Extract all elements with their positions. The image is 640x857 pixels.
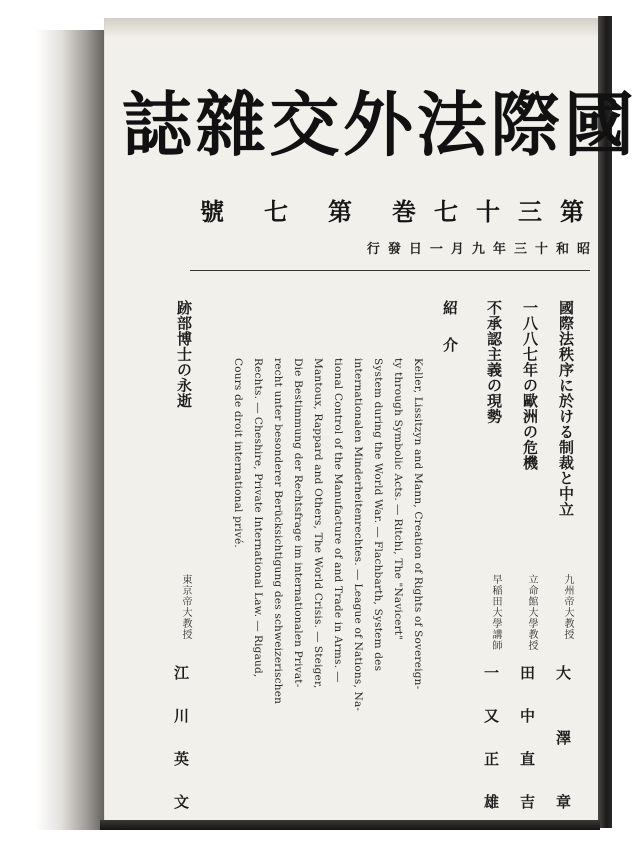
name-char: 英 — [174, 750, 190, 768]
obituary-affiliation: 東京帝大教授 — [180, 574, 191, 640]
obituary-author — [174, 662, 189, 812]
review-line: internationalen Minderheitenrechtes. ― League of Nations, Na- — [352, 358, 364, 712]
page-top-shading — [104, 18, 610, 38]
date-char: 三 — [513, 242, 527, 257]
number-label — [200, 192, 352, 227]
title-char: 法 — [416, 84, 487, 166]
name-char: 雄 — [484, 793, 500, 811]
review-line: Rechts. ― Cheshire, Private International Law. ― Rigaud, — [252, 358, 264, 678]
review-line: tional Control of the Manufacture of and Trade in Arms. ― — [332, 358, 344, 683]
header-rule — [190, 270, 590, 271]
name-char: 直 — [520, 750, 536, 768]
author-affiliation: 九州帝大教授 — [562, 574, 573, 640]
obituary-title: 跡部博士の永逝 — [175, 300, 193, 409]
author-name — [520, 662, 535, 812]
name-char: 正 — [484, 750, 500, 768]
review-line: Cours de droit international privé. — [232, 358, 244, 548]
title-char: 際 — [490, 84, 561, 166]
publication-date — [270, 238, 590, 257]
date-char: 和 — [555, 242, 569, 257]
volume-char: 三 — [518, 198, 542, 226]
author-affiliation: 早稲田大學講師 — [490, 574, 501, 651]
author-name — [484, 662, 499, 812]
name-char: 一 — [484, 664, 500, 682]
review-line: recht unter besonderer Berücksichtigung des schweizerischen — [272, 358, 284, 705]
name-char: 吉 — [520, 793, 536, 811]
volume-issue — [200, 192, 584, 227]
volume-char: 七 — [434, 198, 458, 226]
name-char: 澤 — [556, 728, 572, 747]
review-line: System during the World War. ― Flachbarth, System des — [372, 358, 384, 672]
name-char: 文 — [174, 793, 190, 811]
journal-title — [122, 80, 634, 170]
page-edge-bottom — [100, 820, 600, 830]
volume-char: 第 — [560, 198, 584, 226]
title-char: 國 — [563, 84, 634, 166]
name-char: 章 — [556, 793, 572, 811]
date-char: 發 — [387, 242, 401, 257]
review-line: Mantoux, Rappard and Others, The World Crisis. ― Steiger, — [312, 358, 324, 689]
name-char: 又 — [484, 707, 500, 725]
number-char: 號 — [200, 198, 224, 226]
date-char: 行 — [366, 242, 380, 257]
volume-char: 十 — [476, 198, 500, 226]
title-char: 外 — [342, 84, 413, 166]
title-char: 交 — [269, 84, 340, 166]
number-char: 第 — [328, 198, 352, 226]
title-char: 雜 — [195, 84, 266, 166]
article-title: 不承認主義の現勢 — [485, 300, 503, 424]
name-char: 田 — [520, 664, 536, 682]
review-line: Die Bestimmung der Rechtsfrage im internationalen Privat- — [292, 358, 304, 688]
review-line: Keller, Lissitzyn and Mann, Creation of Rights of Sovereign- — [412, 358, 424, 690]
name-char: 大 — [556, 664, 572, 682]
number-char: 七 — [264, 198, 288, 226]
article-title: 國際法秩序に於ける制裁と中立 — [557, 300, 575, 517]
reviews-heading: 紹介 — [441, 300, 459, 374]
name-char: 中 — [520, 707, 536, 725]
date-char: 一 — [429, 242, 443, 257]
date-char: 九 — [471, 242, 485, 257]
date-char: 日 — [408, 242, 422, 257]
name-char: 江 — [174, 664, 190, 682]
author-name — [556, 662, 571, 812]
date-char: 月 — [450, 242, 464, 257]
name-char: 川 — [174, 707, 190, 725]
date-char: 年 — [492, 242, 506, 257]
title-char: 誌 — [122, 84, 192, 166]
volume-label — [392, 192, 584, 227]
author-affiliation: 立命館大學教授 — [526, 574, 537, 651]
date-char: 昭 — [576, 242, 590, 257]
volume-char: 巻 — [392, 198, 416, 226]
article-title: 一八八七年の歐洲の危機 — [521, 300, 539, 471]
date-char: 十 — [534, 242, 548, 257]
review-line: ty through Symbolic Acts. ― Ritchi, The "Navicert" — [392, 358, 404, 641]
page-shadow-left — [36, 30, 108, 830]
